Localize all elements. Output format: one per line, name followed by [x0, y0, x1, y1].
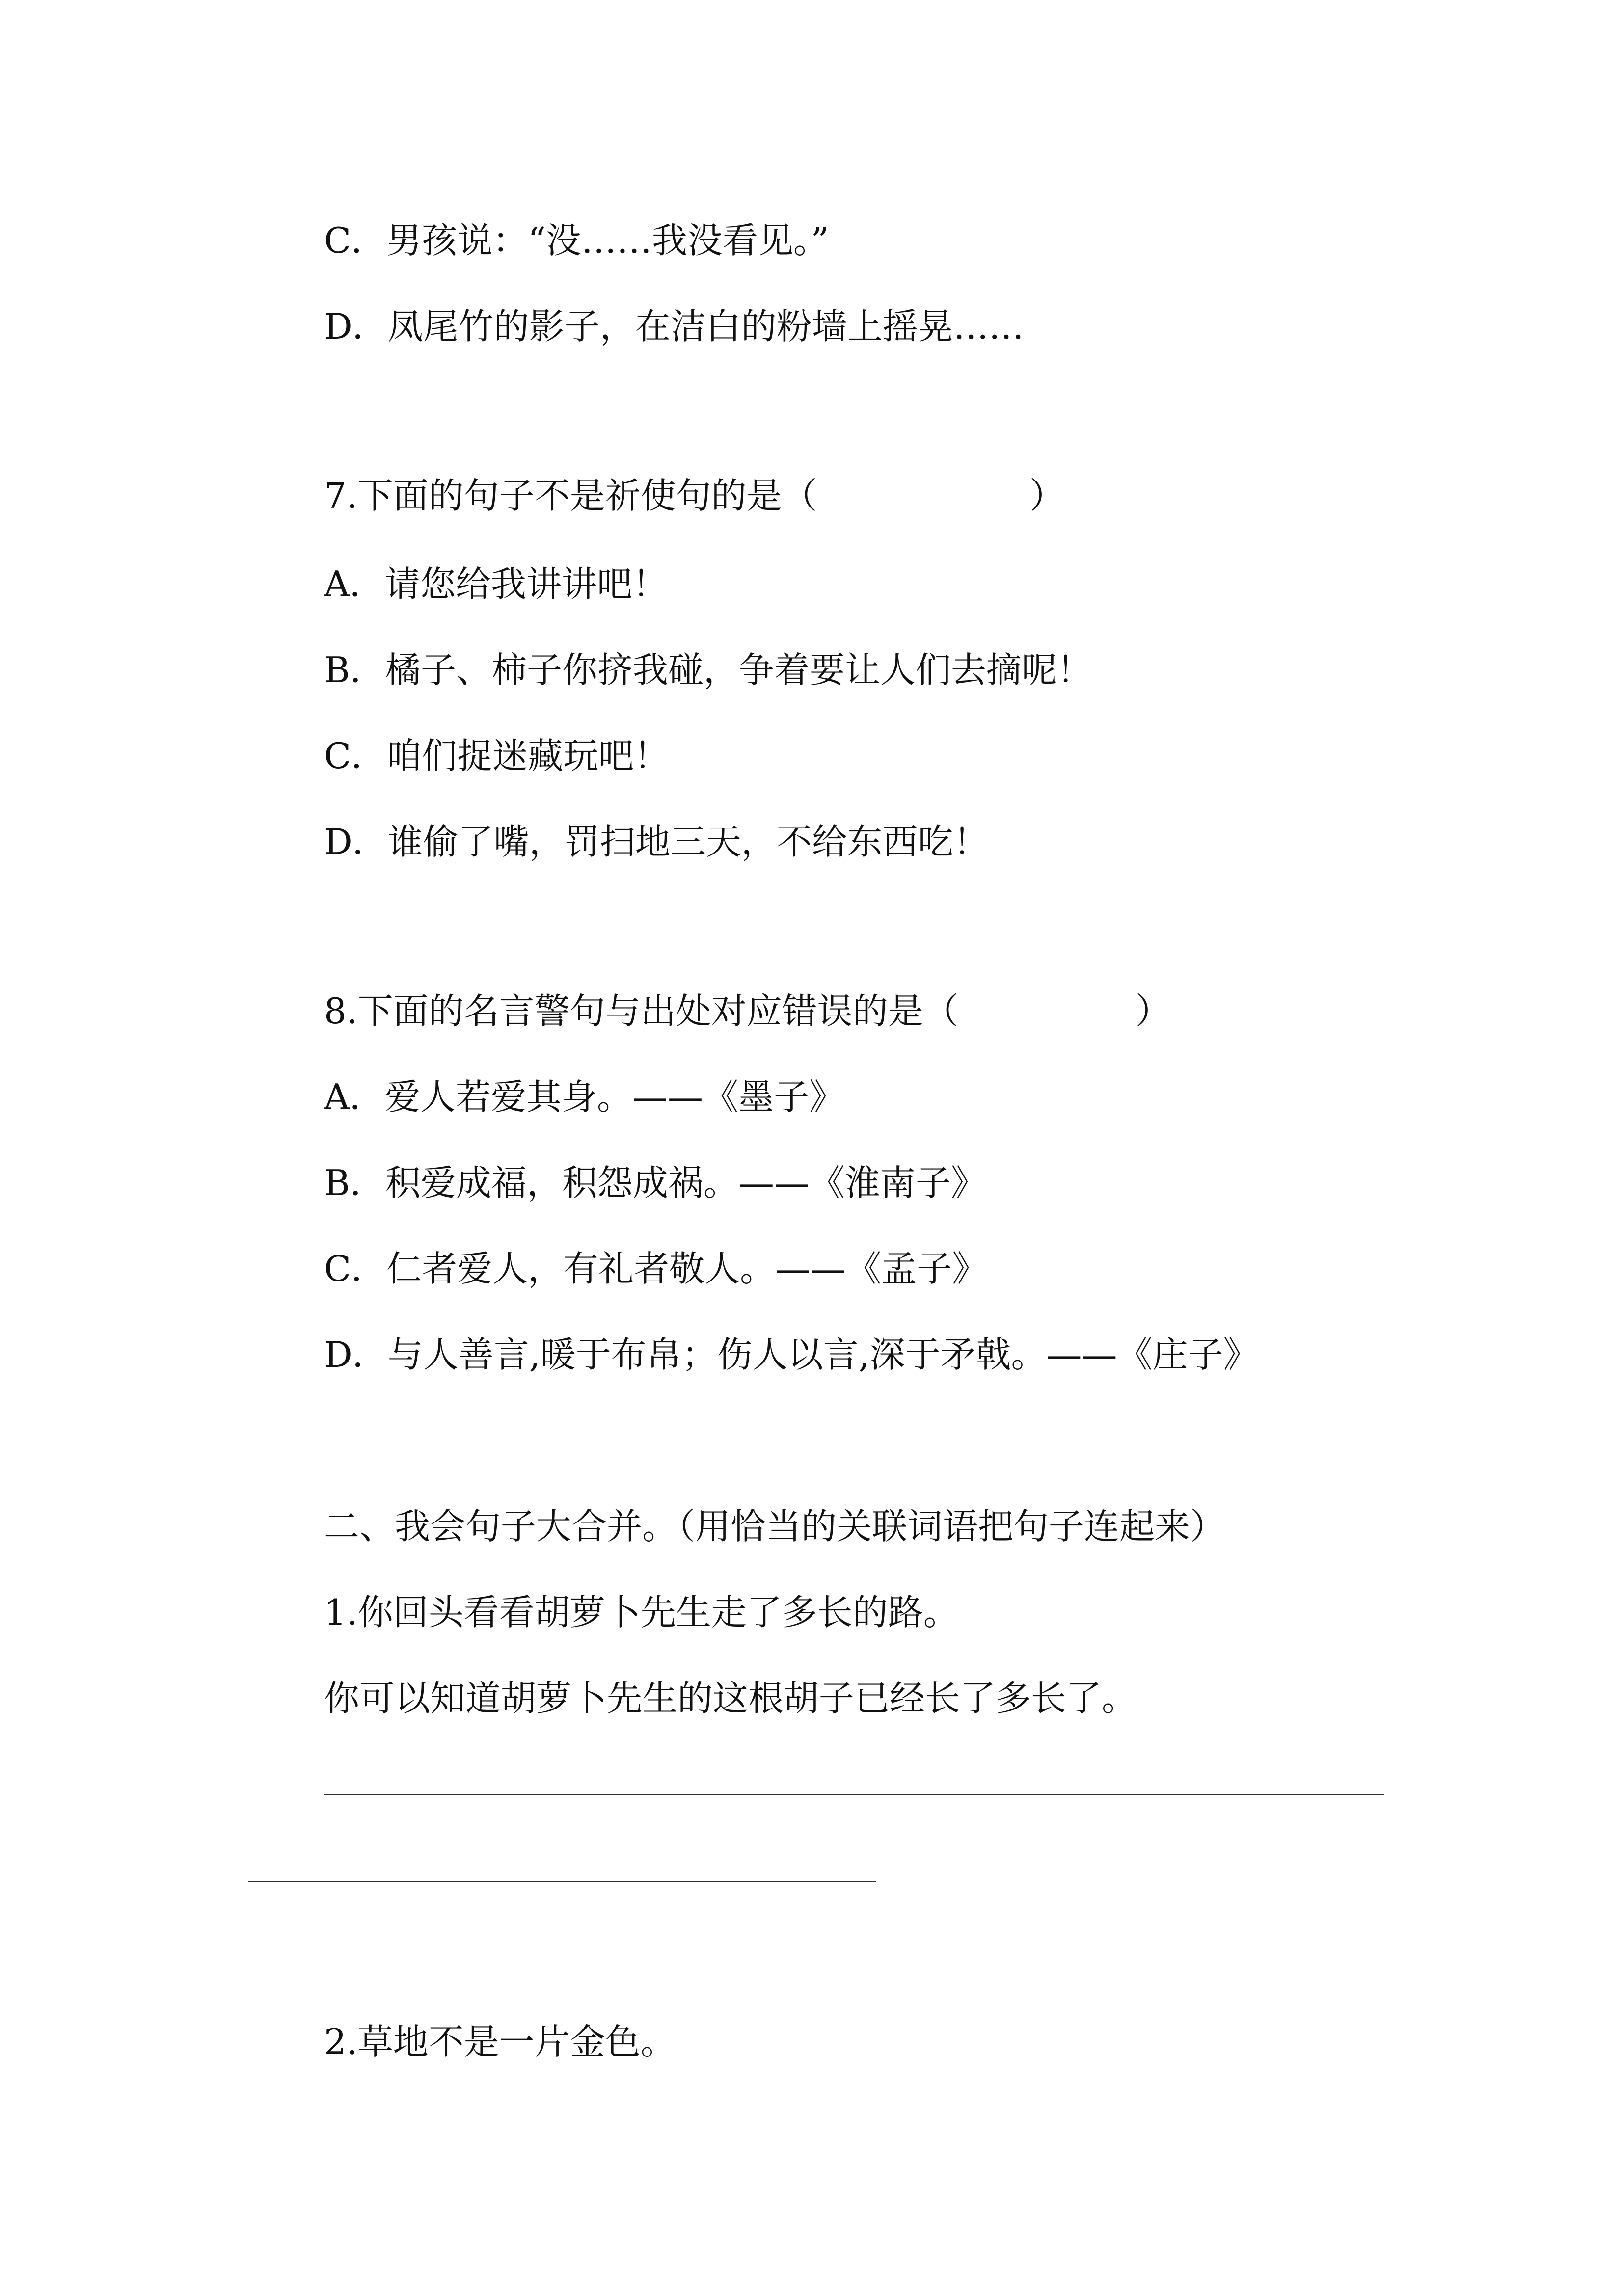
- section2-item1-line2: 你可以知道胡萝卜先生的这根胡子已经长了多长了。: [324, 1678, 1137, 1719]
- q8-option-b: B．积爱成福，积怨成祸。——《淮南子》: [324, 1162, 986, 1203]
- q7-option-c: C．咱们捉迷藏玩吧！: [324, 735, 670, 776]
- q8-stem: 8.下面的名言警句与出处对应错误的是（ ）: [324, 990, 1171, 1032]
- section2-item1-line1: 1.你回头看看胡萝卜先生走了多长的路。: [324, 1592, 959, 1633]
- q7-stem: 7.下面的句子不是祈使句的是（ ）: [324, 475, 1065, 516]
- answer-blank-line-2[interactable]: [248, 1881, 876, 1882]
- section2-item2-line1: 2.草地不是一片金色。: [324, 2021, 676, 2062]
- q8-option-a: A．爱人若爱其身。——《墨子》: [324, 1076, 844, 1118]
- section2-title: 二、我会句子大合并。（用恰当的关联词语把句子连起来）: [324, 1506, 1226, 1547]
- q8-option-c: C．仁者爱人，有礼者敬人。——《孟子》: [324, 1248, 988, 1289]
- q8-option-d: D．与人善言,暖于布帛；伤人以言,深于矛戟。——《庄子》: [324, 1334, 1259, 1375]
- q7-option-b: B．橘子、柿子你挤我碰，争着要让人们去摘呢！: [324, 649, 1092, 691]
- q6-option-d: D．凤尾竹的影子，在洁白的粉墙上摇晃……: [324, 306, 1024, 347]
- q7-option-a: A．请您给我讲讲吧！: [324, 563, 668, 605]
- q7-option-d: D．谁偷了嘴，罚扫地三天，不给东西吃！: [324, 821, 989, 862]
- q6-option-c: C．男孩说：“没……我没看见。”: [324, 220, 829, 261]
- answer-blank-line-1[interactable]: [324, 1794, 1384, 1795]
